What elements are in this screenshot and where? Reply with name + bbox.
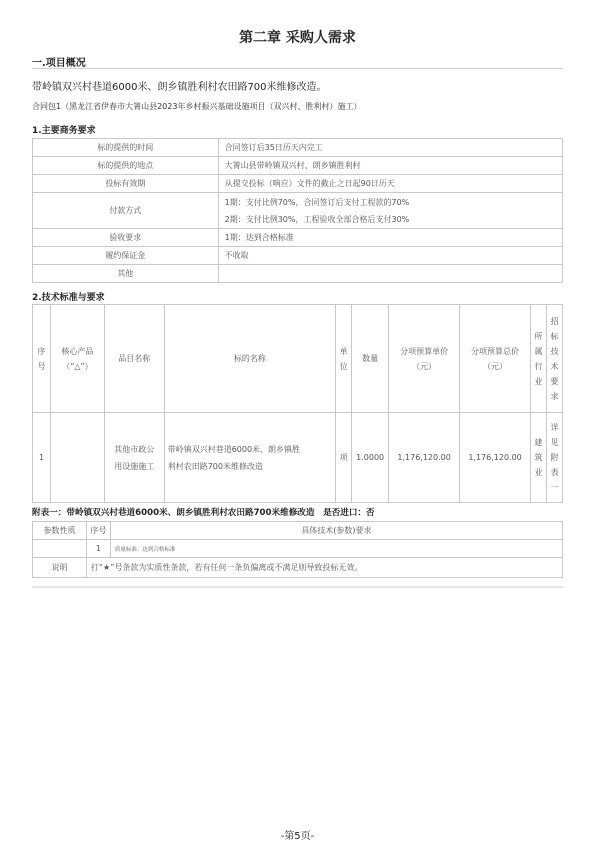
header-char: 属 [534, 346, 543, 356]
header-text: 号 [37, 361, 46, 371]
cell-qty: 1.0000 [352, 413, 389, 503]
cell-char: 建 [534, 438, 543, 447]
header-bid-req [546, 305, 562, 413]
section-heading-overview: 一.项目概况 [32, 58, 86, 69]
table-row [33, 413, 563, 503]
note-label: 说明 [33, 558, 87, 578]
table-row [33, 247, 563, 265]
cell-text: 用设施施工 [114, 461, 155, 471]
cell-industry [531, 413, 547, 503]
header-text: 单 [339, 346, 348, 356]
business-label: 验收要求 [33, 229, 219, 247]
package-text: 合同包1（黑龙江省伊春市大箐山县2023年乡村振兴基础设施项目（双兴村、胜利村）施工） [32, 102, 362, 111]
header-text: 序 [37, 346, 46, 356]
table-row [33, 265, 563, 283]
business-table [32, 138, 563, 283]
business-label: 其他 [33, 265, 219, 283]
tech-table [32, 304, 563, 503]
cell-char: 附 [550, 453, 559, 462]
cell-unit-price: 1,176,120.00 [389, 413, 460, 503]
cell-category [104, 413, 164, 503]
business-label: 履约保证金 [33, 247, 219, 265]
header-core [50, 305, 104, 413]
business-value [218, 265, 562, 283]
header-req: 具体技术(参数)要求 [110, 522, 562, 540]
header-char: 求 [550, 391, 559, 401]
header-text: 分项预算单价 [400, 346, 449, 356]
heading-rule [32, 68, 563, 69]
cell-name [164, 413, 335, 503]
table-bottom-rule [32, 586, 563, 588]
overview-text: 带岭镇双兴村巷道6000米、朗乡镇胜利村农田路700米维修改造。 [32, 82, 327, 93]
cell-char: 表 [550, 468, 559, 477]
page-title: 第二章 采购人需求 [239, 30, 356, 46]
cell-text: 其他市政公 [114, 444, 155, 454]
header-char: 行 [534, 361, 543, 371]
cell-core [50, 413, 104, 503]
tech-heading: 2.技术标准与要求 [32, 293, 105, 303]
table-row [33, 175, 563, 193]
table-row [33, 229, 563, 247]
table-header-row [33, 305, 563, 413]
payment-line: 2期：支付比例30%，工程验收全部合格后支付30% [224, 214, 410, 224]
header-text: （“△”） [62, 361, 93, 371]
header-text: （元） [412, 361, 437, 371]
cell-bid-req [546, 413, 562, 503]
cell-seq: 1 [86, 540, 110, 558]
header-char: 所 [534, 331, 543, 341]
cell-text: 带岭镇双兴村巷道6000米、朗乡镇胜 [167, 444, 301, 454]
header-char: 业 [534, 376, 543, 386]
cell-param [33, 540, 87, 558]
business-label: 标的提供的时间 [33, 139, 219, 157]
business-value: 从提交投标（响应）文件的截止之日起90日历天 [218, 175, 562, 193]
page-number: -第5页- [280, 831, 315, 842]
header-char: 技 [550, 346, 559, 356]
business-value: 大箐山县带岭镇双兴村、朗乡镇胜利村 [218, 157, 562, 175]
header-text: 位 [339, 361, 348, 371]
header-char: 要 [550, 376, 559, 386]
header-qty: 数量 [352, 305, 389, 413]
table-header-row [33, 522, 563, 540]
business-value: 不收取 [218, 247, 562, 265]
header-char: 标 [550, 331, 559, 341]
table-row [33, 193, 563, 229]
header-category: 品目名称 [104, 305, 164, 413]
business-label: 标的提供的地点 [33, 157, 219, 175]
header-seq: 序号 [86, 522, 110, 540]
header-char: 招 [550, 316, 559, 326]
cell-seq: 1 [33, 413, 51, 503]
business-value-payment [218, 193, 562, 229]
header-text: （元） [483, 361, 508, 371]
business-label: 付款方式 [33, 193, 219, 229]
business-value: 合同签订后35日历天内完工 [218, 139, 562, 157]
business-heading: 1.主要商务要求 [32, 126, 96, 136]
cell-text: 利村农田路700米维修改造 [167, 461, 263, 471]
cell-unit: 项 [336, 413, 352, 503]
payment-line: 1期：支付比例70%，合同签订后支付工程款的70% [224, 197, 410, 207]
header-name: 标的名称 [164, 305, 335, 413]
table-row [33, 157, 563, 175]
table-row [33, 540, 563, 558]
header-param: 参数性质 [33, 522, 87, 540]
header-text: 核心产品 [61, 346, 94, 356]
annex-table [32, 521, 563, 578]
header-seq [33, 305, 51, 413]
cell-char: 一 [550, 483, 559, 492]
cell-char: 筑 [534, 453, 543, 462]
business-value: 1期：达到合格标准 [218, 229, 562, 247]
header-text: 分项预算总价 [471, 346, 520, 356]
header-industry [531, 305, 547, 413]
cell-char: 见 [550, 438, 559, 447]
cell-req: 质量标准：达到合格标准 [110, 540, 562, 558]
table-row [33, 558, 563, 578]
annex-title: 附表一：带岭镇双兴村巷道6000米、朗乡镇胜利村农田路700米维修改造 是否进口：否 [32, 508, 375, 518]
cell-char: 业 [534, 468, 543, 477]
table-row [33, 139, 563, 157]
header-char: 术 [550, 361, 559, 371]
cell-char: 详 [550, 423, 559, 432]
business-label: 投标有效期 [33, 175, 219, 193]
header-unit [336, 305, 352, 413]
cell-total-price: 1,176,120.00 [460, 413, 531, 503]
note-text: 打“★”号条款为实质性条款，若有任何一条负偏离或不满足则导致投标无效。 [86, 558, 562, 578]
header-total-price [460, 305, 531, 413]
header-unit-price [389, 305, 460, 413]
